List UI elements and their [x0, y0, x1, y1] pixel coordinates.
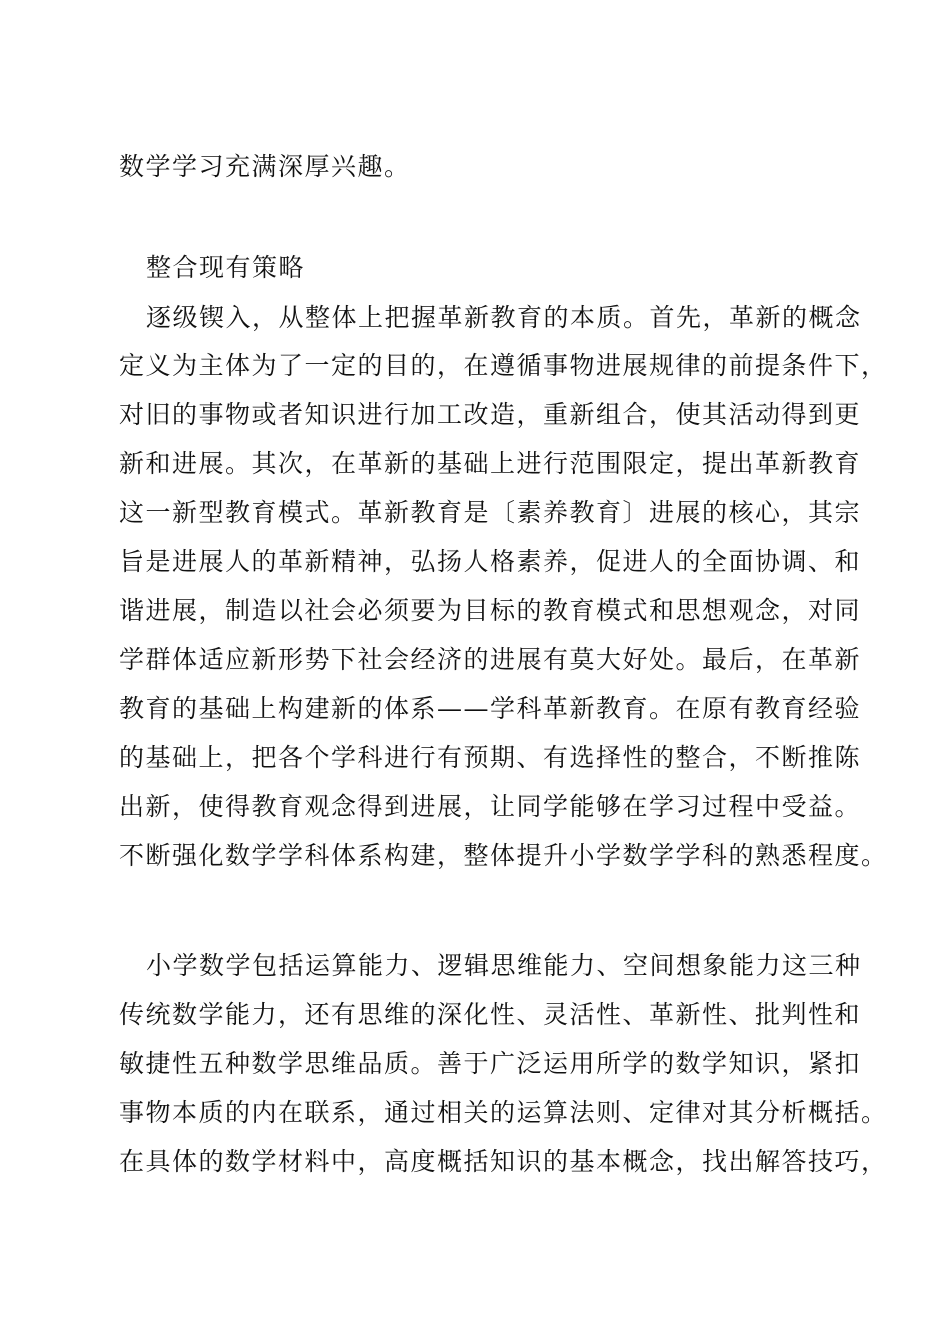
paragraph-line: 不断强化数学学科体系构建，整体提升小学数学学科的熟悉程度。 — [119, 841, 888, 870]
paragraph-line: 传统数学能力，还有思维的深化性、灵活性、革新性、批判性和 — [119, 1000, 862, 1029]
paragraph-line: 出新，使得教育观念得到进展，让同学能够在学习过程中受益。 — [119, 792, 862, 821]
paragraph-line: 新和进展。其次，在革新的基础上进行范围限定，提出革新教育 — [119, 449, 862, 478]
paragraph-line: 在具体的数学材料中，高度概括知识的基本概念，找出解答技巧， — [119, 1147, 888, 1176]
paragraph-line: 敏捷性五种数学思维品质。善于广泛运用所学的数学知识，紧扣 — [119, 1049, 862, 1078]
paragraph-line: 逐级锲入，从整体上把握革新教育的本质。首先，革新的概念 — [146, 303, 862, 332]
paragraph-line: 这一新型教育模式。革新教育是〔素养教育〕进展的核心，其宗 — [119, 498, 862, 527]
paragraph-line: 小学数学包括运算能力、逻辑思维能力、空间想象能力这三种 — [146, 951, 862, 980]
intro-line: 数学学习充满深厚兴趣。 — [119, 152, 411, 181]
paragraph-line: 对旧的事物或者知识进行加工改造，重新组合，使其活动得到更 — [119, 400, 862, 429]
paragraph-line: 学群体适应新形势下社会经济的进展有莫大好处。最后，在革新 — [119, 645, 862, 674]
section-heading: 整合现有策略 — [146, 253, 306, 282]
paragraph-line: 旨是进展人的革新精神，弘扬人格素养，促进人的全面协调、和 — [119, 547, 862, 576]
paragraph-line: 定义为主体为了一定的目的，在遵循事物进展规律的前提条件下， — [119, 351, 888, 380]
paragraph-line: 谐进展，制造以社会必须要为目标的教育模式和思想观念，对同 — [119, 596, 862, 625]
paragraph-line: 教育的基础上构建新的体系——学科革新教育。在原有教育经验 — [119, 694, 862, 723]
paragraph-line: 的基础上，把各个学科进行有预期、有选择性的整合，不断推陈 — [119, 743, 862, 772]
paragraph-line: 事物本质的内在联系，通过相关的运算法则、定律对其分析概括。 — [119, 1098, 888, 1127]
